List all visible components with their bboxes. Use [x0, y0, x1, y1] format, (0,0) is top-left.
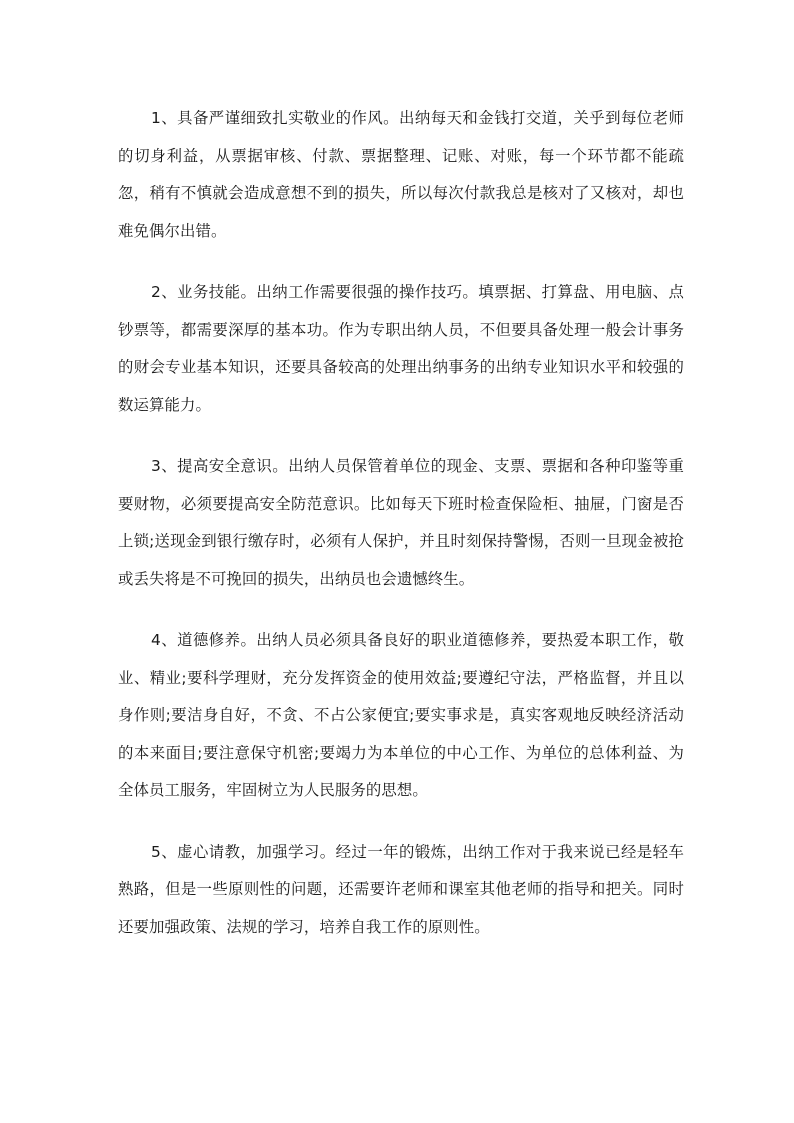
paragraph-3: 3、提高安全意识。出纳人员保管着单位的现金、支票、票据和各种印鉴等重要财物，必须要提高安全防范意识。比如每天下班时检查保险柜、抽屉，门窗是否上锁;送现金到银行缴存时，必须有人保护，并且时刻保持警惕，否则一旦现金被抢或丢失将是不可挽回的损失，出纳员也会遗憾终生。 — [118, 457, 684, 588]
paragraph-5: 5、虚心请教，加强学习。经过一年的锻炼，出纳工作对于我来说已经是轻车熟路，但是一些原则性的问题，还需要许老师和课室其他老师的指导和把关。同时还要加强政策、法规的学习，培养自我工作的原则性。 — [118, 842, 684, 936]
paragraph-4: 4、道德修养。出纳人员必须具备良好的职业道德修养，要热爱本职工作，敬业、精业;要科学理财，充分发挥资金的使用效益;要遵纪守法，严格监督，并且以身作则;要洁身自好，不贪、不占公家便宜;要实事求是，真实客观地反映经济活动的本来面目;要注意保守机密;要竭力为本单位的中心工作、为单位的总体利益、为全体员工服务，牢固树立为人民服务的思想。 — [118, 631, 684, 799]
paragraph-2: 2、业务技能。出纳工作需要很强的操作技巧。填票据、打算盘、用电脑、点钞票等，都需要深厚的基本功。作为专职出纳人员，不但要具备处理一般会计事务的财会专业基本知识，还要具备较高的处理出纳事务的出纳专业知识水平和较强的数运算能力。 — [118, 283, 684, 414]
paragraph-1: 1、具备严谨细致扎实敬业的作风。出纳每天和金钱打交道，关乎到每位老师的切身利益，从票据审核、付款、票据整理、记账、对账，每一个环节都不能疏忽，稍有不慎就会造成意想不到的损失，所以每次付款我总是核对了又核对，却也难免偶尔出错。 — [118, 109, 684, 240]
document-body — [118, 100, 684, 970]
